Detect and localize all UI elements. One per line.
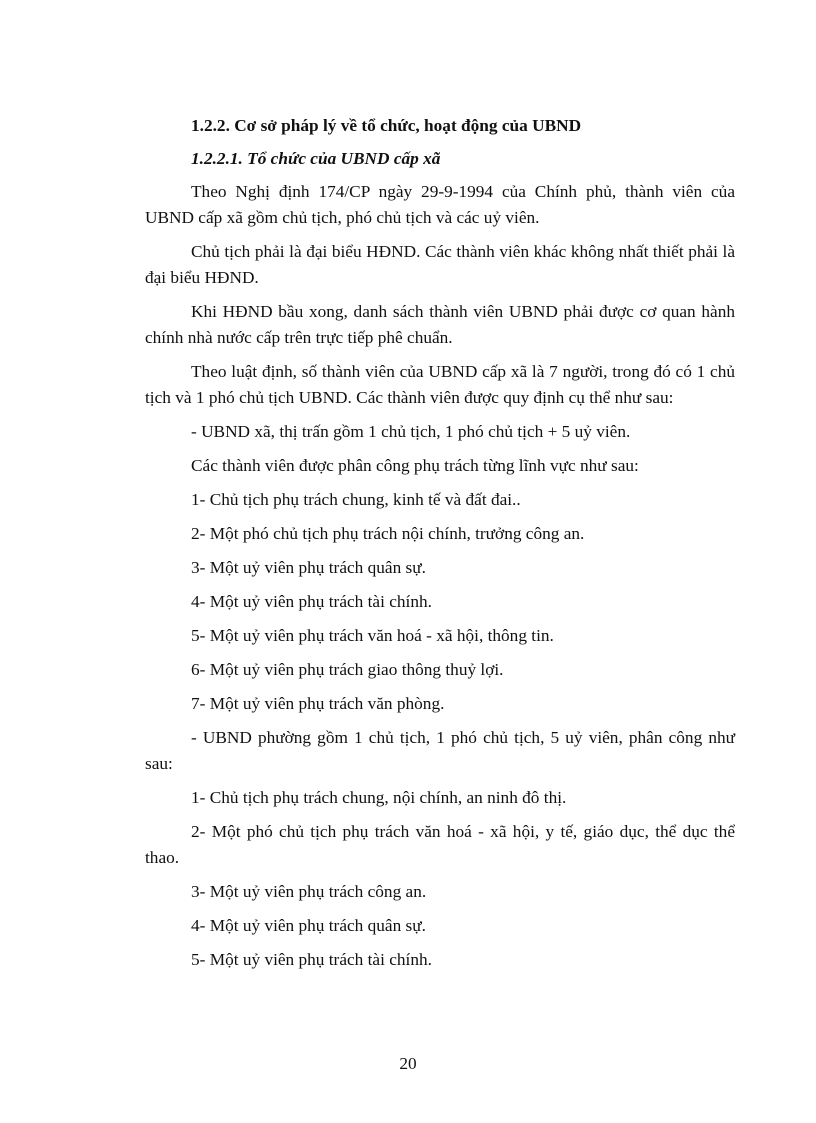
paragraph: - UBND phường gồm 1 chủ tịch, 1 phó chủ tịch, 5 uỷ viên, phân công như sau: bbox=[145, 728, 735, 773]
paragraph: Theo luật định, số thành viên của UBND cấp xã là 7 người, trong đó có 1 chủ tịch và 1 phó chủ tịch UBND. Các thành viên được quy định cụ thể như sau: bbox=[145, 362, 735, 407]
page-number: 20 bbox=[399, 1054, 417, 1073]
page-content bbox=[145, 113, 735, 981]
list-item: 2- Một phó chủ tịch phụ trách văn hoá - xã hội, y tế, giáo dục, thể dục thể thao. bbox=[145, 822, 735, 867]
section-heading: 1.2.2. Cơ sở pháp lý về tổ chức, hoạt động của UBND bbox=[191, 116, 582, 135]
paragraph: - UBND xã, thị trấn gồm 1 chủ tịch, 1 phó chủ tịch + 5 uỷ viên. bbox=[191, 422, 631, 441]
list-item: 1- Chủ tịch phụ trách chung, nội chính, an ninh đô thị. bbox=[191, 788, 567, 807]
list-item: 5- Một uỷ viên phụ trách tài chính. bbox=[191, 950, 432, 969]
paragraph: Theo Nghị định 174/CP ngày 29-9-1994 của Chính phủ, thành viên của UBND cấp xã gồm chủ tịch, phó chủ tịch và các uỷ viên. bbox=[145, 182, 735, 227]
list-item: 3- Một uỷ viên phụ trách quân sự. bbox=[191, 558, 426, 577]
list-item: 5- Một uỷ viên phụ trách văn hoá - xã hội, thông tin. bbox=[191, 626, 554, 645]
list-item: 2- Một phó chủ tịch phụ trách nội chính, trưởng công an. bbox=[191, 524, 585, 543]
list-item: 7- Một uỷ viên phụ trách văn phòng. bbox=[191, 694, 445, 713]
paragraph: Chủ tịch phải là đại biểu HĐND. Các thành viên khác không nhất thiết phải là đại biểu HĐND. bbox=[145, 242, 735, 287]
paragraph: Các thành viên được phân công phụ trách từng lĩnh vực như sau: bbox=[191, 456, 639, 475]
list-item: 1- Chủ tịch phụ trách chung, kinh tế và đất đai.. bbox=[191, 490, 521, 509]
list-item: 6- Một uỷ viên phụ trách giao thông thuỷ lợi. bbox=[191, 660, 504, 679]
paragraph: Khi HĐND bầu xong, danh sách thành viên UBND phải được cơ quan hành chính nhà nước cấp trên trực tiếp phê chuẩn. bbox=[145, 302, 735, 347]
list-item: 3- Một uỷ viên phụ trách công an. bbox=[191, 882, 427, 901]
subsection-heading: 1.2.2.1. Tổ chức của UBND cấp xã bbox=[191, 149, 441, 168]
list-item: 4- Một uỷ viên phụ trách tài chính. bbox=[191, 592, 432, 611]
list-item: 4- Một uỷ viên phụ trách quân sự. bbox=[191, 916, 426, 935]
